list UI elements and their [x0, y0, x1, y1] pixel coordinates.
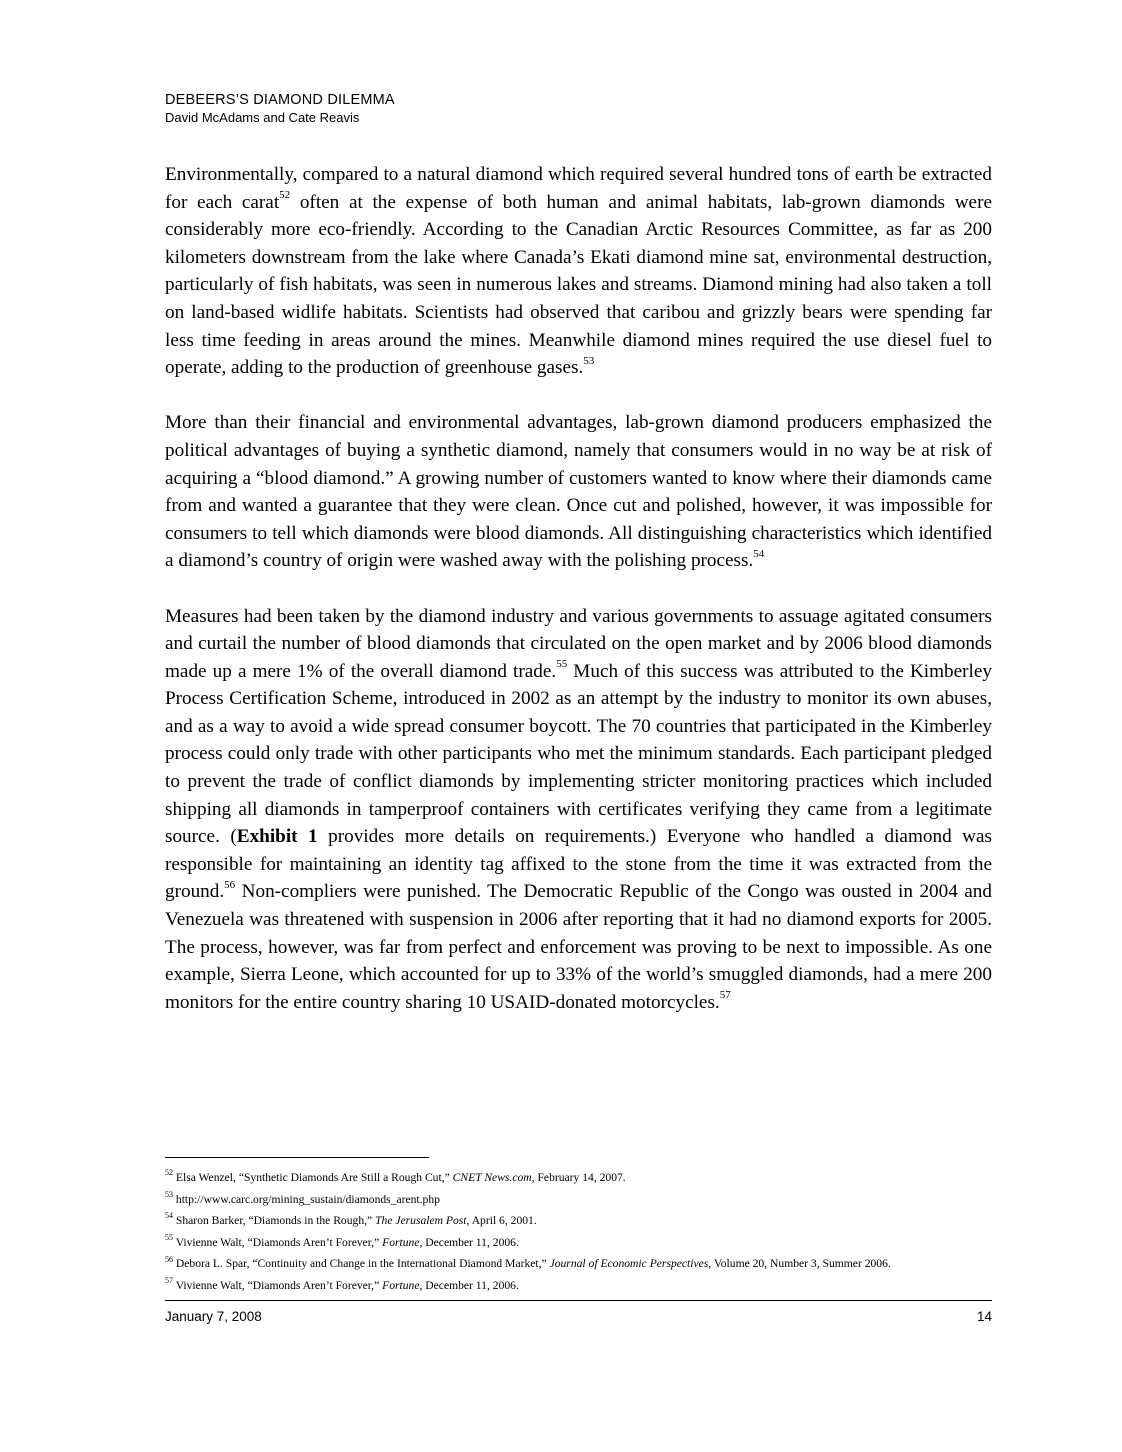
footer-divider: [165, 1300, 992, 1301]
paragraph-text: More than their financial and environmental advantages, lab-grown diamond producers emphasized the political advantages of buying a synthetic diamond, namely that consumers would in no way be at risk of acquiring a “blood diamond.” A growing number of customers wanted to know where their diamonds came from and wanted a guarantee that they were clean. Once cut and polished, however, it was impossible for consumers to tell which diamonds were blood diamonds. All distinguishing characteristics which identified a diamond’s country of origin were washed away with the polishing process.: [165, 412, 992, 572]
paragraph-political: [165, 409, 992, 575]
footnote-54: [165, 1210, 992, 1232]
footnote-date: , February 14, 2007.: [531, 1171, 626, 1184]
footnote-source: The Jerusalem Post: [375, 1214, 467, 1228]
body-text: [165, 161, 992, 1044]
footer-date: January 7, 2008: [165, 1309, 262, 1324]
footnote-56: [165, 1253, 992, 1275]
running-header: [165, 92, 395, 126]
footnote-number: 54: [165, 1211, 173, 1221]
paragraph-text: Measures had been taken by the diamond industry and various governments to assuage agitated consumers and curtail the number of blood diamonds that circulated on the open market and by 2006 blood diamonds made up a mere 1% of the overall diamond trade.: [165, 605, 992, 682]
footnote-text: Vivienne Walt, “Diamonds Aren’t Forever,”: [173, 1278, 383, 1292]
footnote-ref-54[interactable]: 54: [753, 547, 765, 560]
footnote-ref-53[interactable]: 53: [583, 354, 595, 367]
footnote-53: [165, 1189, 992, 1211]
footnote-number: 56: [165, 1254, 173, 1264]
paragraph-text: Environmentally, compared to a natural diamond which required several hundred tons of earth be extracted for each carat: [165, 164, 992, 213]
footnote-source: Fortune: [382, 1278, 420, 1292]
paragraph-text: Non-compliers were punished. The Democratic Republic of the Congo was ousted in 2004 and Venezuela was threatened with suspension in 2006 after reporting that it had no diamond exports for 2005. The process, however, was far from perfect and enforcement was proving to be next to impossible. As one example, Sierra Leone, which accounted for up to 33% of the world’s smuggled diamonds, had a mere 200 monitors for the entire country sharing 10 USAID-donated motorcycles.: [165, 881, 992, 1013]
footnote-source: Fortune: [382, 1235, 420, 1249]
footnotes: [165, 1167, 992, 1297]
footnote-52: [165, 1167, 992, 1189]
footnote-text: Sharon Barker, “Diamonds in the Rough,”: [173, 1214, 376, 1228]
footnote-55: [165, 1232, 992, 1254]
footnote-date: , December 11, 2006.: [419, 1235, 519, 1249]
footnote-date: , December 11, 2006.: [419, 1278, 519, 1292]
footnote-date: , April 6, 2001.: [466, 1214, 537, 1228]
footnote-text: Elsa Wenzel, “Synthetic Diamonds Are Still a Rough Cut,”: [173, 1171, 453, 1184]
footnote-text: Debora L. Spar, “Continuity and Change in the International Diamond Market,”: [173, 1257, 550, 1271]
paragraph-kimberley: [165, 603, 992, 1017]
footnote-number: 53: [165, 1189, 173, 1199]
paragraph-environment: [165, 161, 992, 382]
paragraph-text: provides more details on requirements.) Everyone who handled a diamond was responsible for maintaining an identity tag affixed to the stone from the time it was extracted from the ground.: [165, 826, 992, 903]
footnote-source: CNET News.com: [452, 1171, 532, 1184]
footnote-text: Vivienne Walt, “Diamonds Aren’t Forever,”: [173, 1235, 383, 1249]
footnote-number: 57: [165, 1276, 173, 1286]
footnote-ref-55[interactable]: 55: [556, 658, 568, 671]
document-authors: David McAdams and Cate Reavis: [165, 110, 360, 125]
footnote-date: , Volume 20, Number 3, Summer 2006.: [708, 1257, 891, 1271]
footnote-divider: [165, 1157, 429, 1158]
page-number: 14: [976, 1309, 992, 1324]
paragraph-text: Much of this success was attributed to the Kimberley Process Certification Scheme, introduced in 2002 as an attempt by the industry to monitor its own abuses, and as a way to avoid a wide spread consumer boycott. The 70 countries that participated in the Kimberley process could only trade with other participants who met the minimum standards. Each participant pledged to prevent the trade of conflict diamonds by implementing stricter monitoring practices which included shipping all diamonds in tamperproof containers with certificates verifying they came from a legitimate source. (: [165, 660, 992, 848]
paragraph-text: often at the expense of both human and animal habitats, lab-grown diamonds were considerably more eco-friendly. According to the Canadian Arctic Resources Committee, as far as 200 kilometers downstream from the lake where Canada’s Ekati diamond mine sat, environmental destruction, particularly of fish habitats, was seen in numerous lakes and streams. Diamond mining had also taken a toll on land-based widlife habitats. Scientists had observed that caribou and grizzly bears were spending far less time feeding in areas around the mines. Meanwhile diamond mines required the use diesel fuel to operate, adding to the production of greenhouse gases.: [165, 191, 992, 379]
footnote-number: 55: [165, 1232, 173, 1242]
footnote-url[interactable]: http://www.carc.org/mining_sustain/diamonds_arent.php: [173, 1192, 440, 1206]
document-title: DEBEERS’S DIAMOND DILEMMA: [165, 92, 395, 108]
footnote-source: Journal of Economic Perspectives: [549, 1257, 709, 1271]
exhibit-reference: Exhibit 1: [236, 826, 318, 848]
footnote-ref-57[interactable]: 57: [719, 989, 731, 1002]
footnote-ref-52[interactable]: 52: [279, 189, 291, 202]
footnote-ref-56[interactable]: 56: [224, 879, 236, 892]
footnote-number: 52: [165, 1168, 173, 1178]
footnote-57: [165, 1275, 992, 1297]
